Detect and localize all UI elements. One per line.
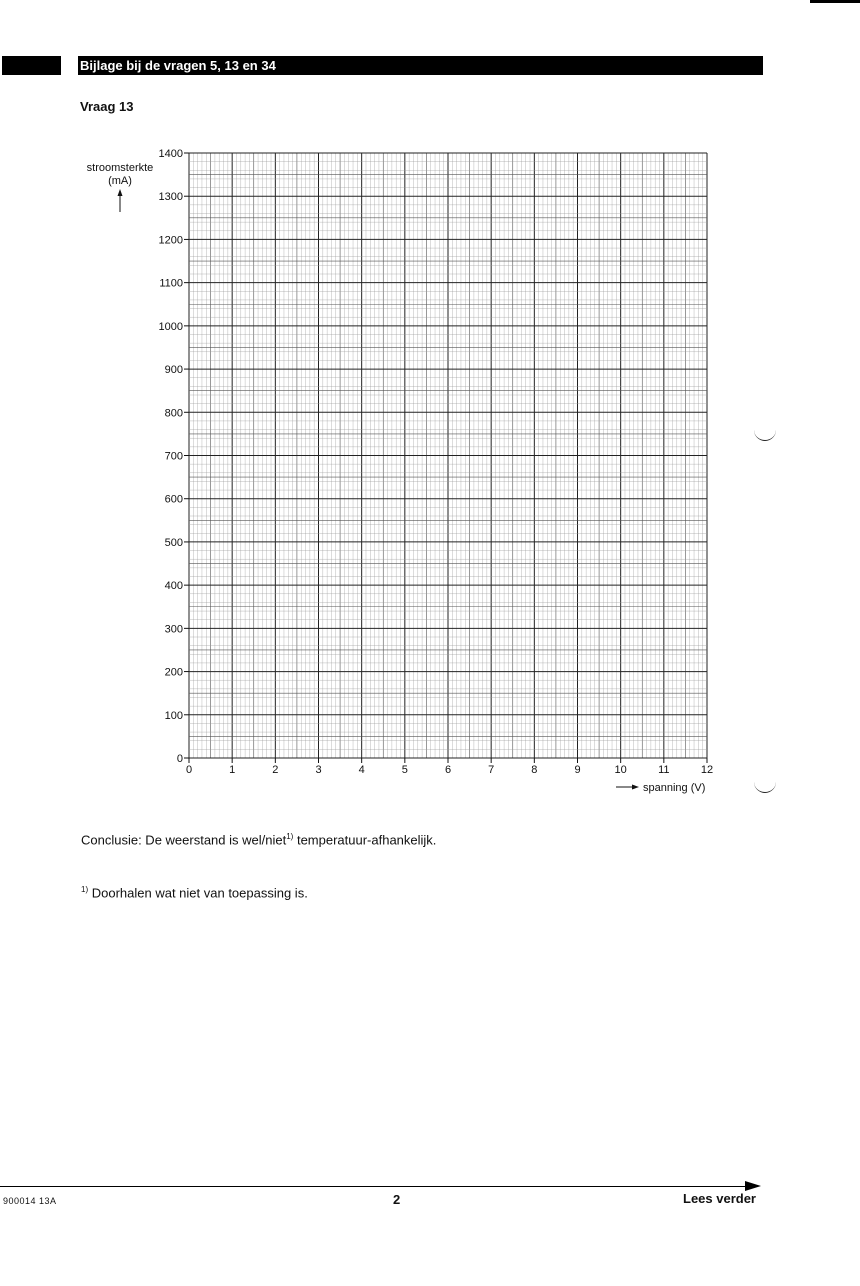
y-tick-label: 600 <box>164 493 183 506</box>
x-tick-label: 10 <box>614 764 627 776</box>
document-code: 900014 13A <box>3 1196 57 1206</box>
conclusion-prefix: Conclusie: De weerstand is wel/niet <box>81 832 287 848</box>
x-tick-label: 3 <box>315 764 322 776</box>
x-tick-label: 0 <box>185 764 193 776</box>
y-tick-label: 800 <box>164 407 183 420</box>
y-tick-label: 1300 <box>158 191 183 204</box>
x-tick-label: 9 <box>574 764 581 776</box>
y-tick-label: 1200 <box>158 234 183 247</box>
footnote <box>81 885 308 900</box>
x-axis-arrowhead-icon <box>632 785 639 790</box>
y-tick-label: 700 <box>164 450 183 463</box>
y-tick-label: 1400 <box>158 148 183 160</box>
y-axis-arrowhead-icon <box>118 189 123 196</box>
y-tick-label: 500 <box>164 536 183 549</box>
y-tick-label: 400 <box>164 580 183 593</box>
continue-arrow-icon <box>745 1181 761 1191</box>
y-axis-unit: (mA) <box>108 175 132 187</box>
header-title: Bijlage bij de vragen 5, 13 en 34 <box>78 56 763 75</box>
footnote-text: Doorhalen wat niet van toepassing is. <box>88 885 308 901</box>
footer-rule <box>0 1186 755 1187</box>
y-axis-label: stroomsterkte <box>86 162 154 174</box>
y-tick-label: 200 <box>164 666 183 679</box>
footnote-marker: 1) <box>81 885 89 894</box>
x-tick-label: 1 <box>229 764 236 776</box>
x-tick-label: 12 <box>700 764 714 776</box>
x-tick-label: 5 <box>401 764 408 776</box>
continue-label: Lees verder <box>683 1191 756 1206</box>
y-tick-label: 0 <box>176 753 183 765</box>
y-tick-label: 900 <box>164 364 183 377</box>
page-number: 2 <box>393 1192 401 1207</box>
y-tick-label: 100 <box>164 709 183 722</box>
conclusion-suffix: temperatuur-afhankelijk. <box>293 832 437 848</box>
x-tick-label: 4 <box>358 764 365 776</box>
x-axis-label: spanning (V) <box>643 782 706 794</box>
x-tick-label: 8 <box>531 764 538 776</box>
y-tick-label: 1100 <box>159 277 183 290</box>
y-tick-label: 1000 <box>158 320 183 333</box>
question-label: Vraag 13 <box>80 99 134 114</box>
y-tick-label: 300 <box>164 623 183 636</box>
x-tick-label: 6 <box>444 764 452 776</box>
axis-ticks <box>159 148 714 776</box>
x-tick-label: 2 <box>272 764 279 776</box>
conclusion-text <box>81 832 436 847</box>
x-tick-label: 11 <box>658 764 670 776</box>
grid-lines <box>189 153 707 758</box>
x-tick-label: 7 <box>488 764 495 776</box>
conclusion-footnote-ref: 1) <box>286 832 294 841</box>
